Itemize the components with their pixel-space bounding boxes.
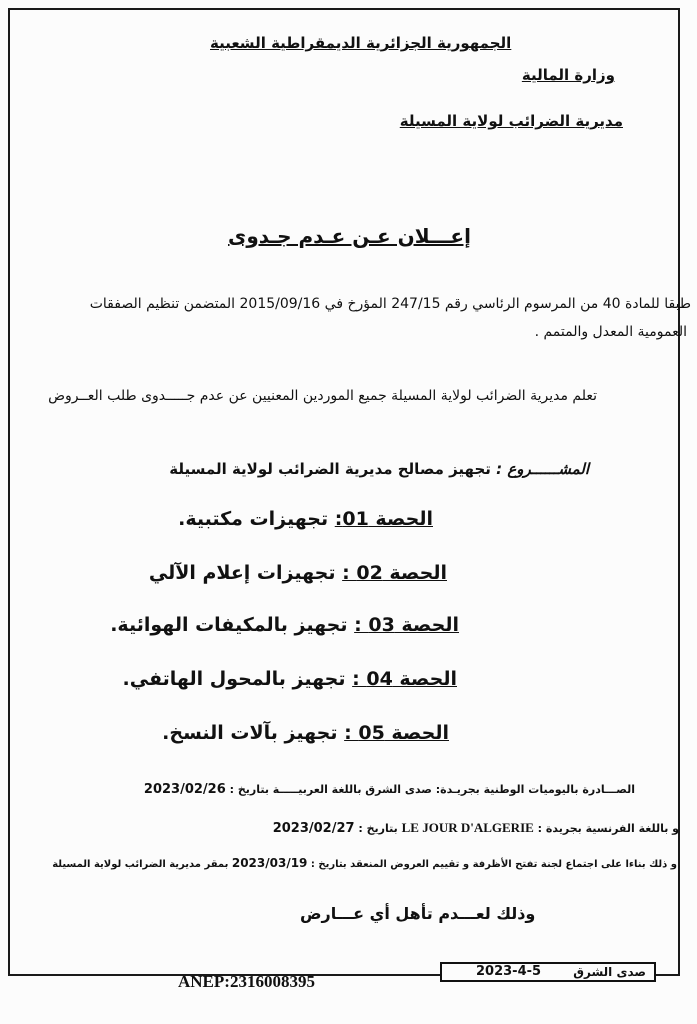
republic-header: الجمهورية الجزائرية الديمقراطية الشعبية bbox=[210, 34, 512, 52]
lot-label: الحصة 03 : bbox=[354, 614, 459, 636]
lot-5 bbox=[162, 722, 449, 744]
stamp-date: 2023-4-5 bbox=[476, 964, 542, 979]
newspaper-stamp bbox=[440, 962, 656, 982]
page-title: إعـــلان عـن عـدم جـدوى bbox=[228, 224, 471, 248]
intro-line-2: العمومية المعدل والمتمم . bbox=[534, 324, 687, 340]
meeting-date: 2023/03/19 bbox=[231, 856, 308, 870]
lot-label: الحصة 04 : bbox=[352, 668, 457, 690]
lot-3 bbox=[110, 614, 459, 636]
project-label: المشــــــروع : bbox=[496, 460, 589, 478]
lot-value: تجهيز بالمكيفات الهوائية. bbox=[110, 614, 348, 636]
directorate-name: مديرية الضرائب لولاية المسيلة bbox=[399, 112, 623, 130]
publication-text: بتاريخ : bbox=[358, 822, 398, 835]
ministry-name: وزارة المالية bbox=[521, 66, 615, 84]
publication-line-2 bbox=[273, 820, 679, 836]
lot-value: تجهيز بالمحول الهاتفي. bbox=[122, 668, 346, 690]
closing-statement: وذلك لعـــدم تأهل أي عـــارض bbox=[300, 904, 536, 923]
lot-label: الحصة 05 : bbox=[344, 722, 449, 744]
notice-text: تعلم مديرية الضرائب لولاية المسيلة جميع الموردين المعنيين عن عدم جـــــدوى طلب العــروض bbox=[48, 388, 597, 404]
newspaper-name: LE JOUR D'ALGERIE bbox=[401, 820, 534, 835]
intro-line-1: طبقا للمادة 40 من المرسوم الرئاسي رقم 247/15 المؤرخ في 2015/09/16 المتضمن تنظيم الصفقات bbox=[89, 296, 691, 312]
publication-text: بمقر مديرية الضرائب لولاية المسيلة bbox=[52, 859, 229, 870]
publication-date: 2023/02/26 bbox=[143, 782, 226, 797]
lot-label: الحصة 01: bbox=[334, 508, 433, 530]
lot-value: تجهيز بآلات النسخ. bbox=[162, 722, 338, 744]
stamp-paper-name: صدى الشرق bbox=[573, 965, 646, 979]
publication-text: الصـــادرة باليوميات الوطنية بجريـدة: صدى الشرق باللغة العربيـــــة بتاريخ : bbox=[229, 783, 635, 796]
lot-value: تجهيزات إعلام الآلي bbox=[148, 562, 336, 584]
project-line bbox=[169, 460, 589, 478]
lot-label: الحصة 02 : bbox=[342, 562, 447, 584]
lot-1 bbox=[178, 508, 433, 530]
lot-4 bbox=[123, 668, 457, 690]
publication-text: و ذلك بناءا على اجتماع لجنة تفتح الأظرفة و تقييم العروض المنعقد بتاريخ : bbox=[310, 859, 677, 870]
publication-text: و باللغة الفرنسية بجريدة : bbox=[537, 822, 679, 835]
lot-2 bbox=[149, 562, 447, 584]
publication-line-3 bbox=[52, 856, 677, 870]
publication-line-1 bbox=[144, 782, 635, 797]
project-value: تجهيز مصالح مديرية الضرائب لولاية المسيلة bbox=[169, 460, 491, 478]
publication-date: 2023/02/27 bbox=[272, 821, 355, 836]
lot-value: تجهيزات مكتبية. bbox=[178, 508, 329, 530]
anep-reference: ANEP:2316008395 bbox=[178, 972, 315, 991]
